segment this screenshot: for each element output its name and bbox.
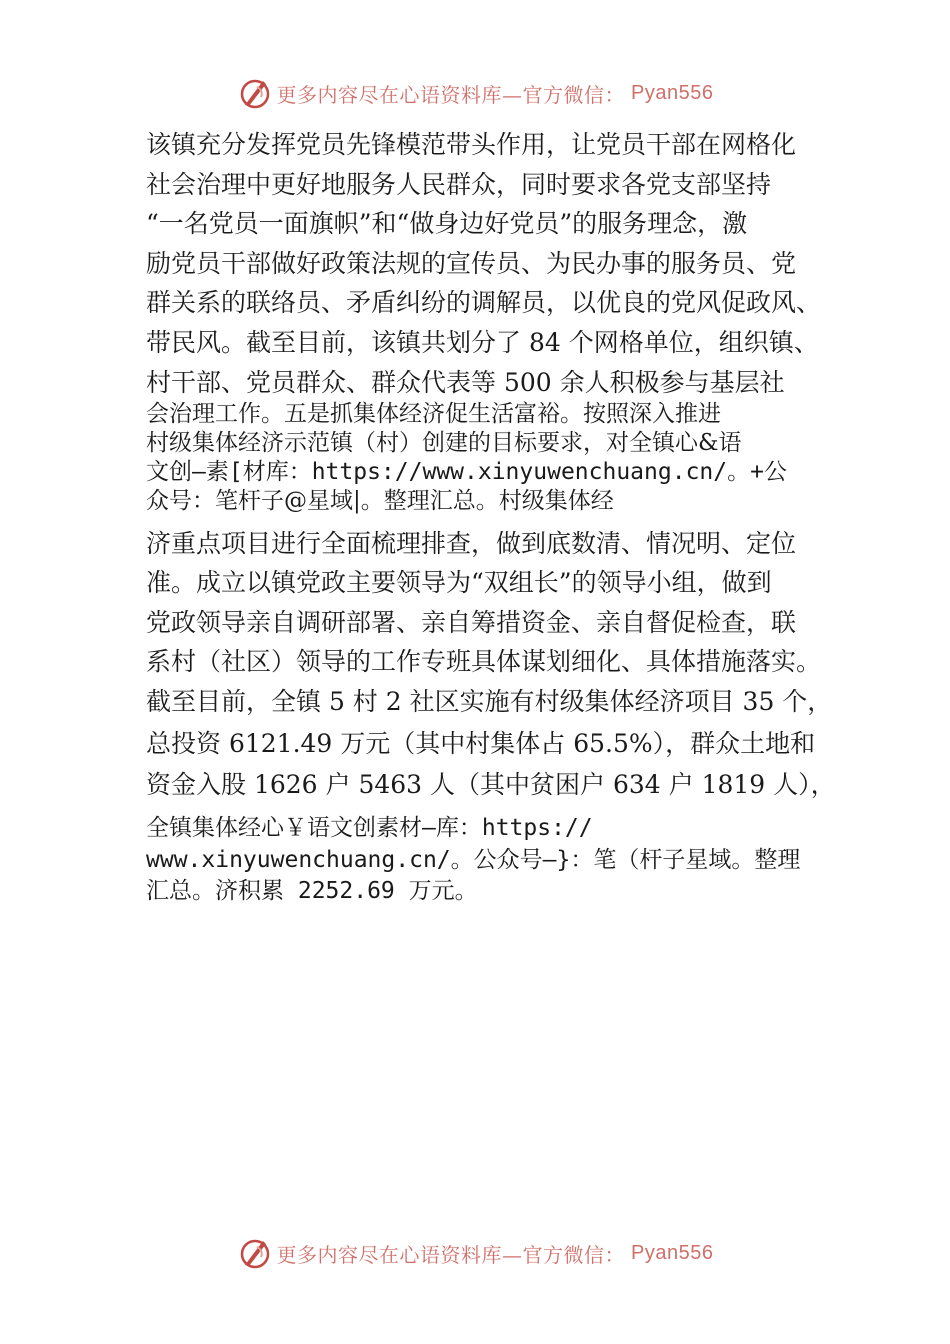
text-line: 文创—素[材库：https://www.xinyuwenchuang.cn/。+公 <box>146 459 787 485</box>
text-line: 众号：笔杆子@星域|。整理汇总。村级集体经 <box>146 488 614 514</box>
text-line: “一名党员一面旗帜”和“做身边好党员”的服务理念，激 <box>146 209 748 238</box>
text-line: 励党员干部做好政策法规的宣传员、为民办事的服务员、党 <box>146 249 797 278</box>
quill-seal-logo-icon <box>237 75 273 111</box>
text-line: 该镇充分发挥党员先锋模范带头作用，让党员干部在网格化 <box>146 130 797 159</box>
banner-text: 更多内容尽在心语资料库—官方微信： <box>276 82 626 107</box>
text-line: www.xinyuwenchuang.cn/。公众号—}：笔（杆子星域。整理 <box>146 847 801 873</box>
banner-text: 更多内容尽在心语资料库—官方微信： <box>276 1242 626 1267</box>
text-line: 汇总。济积累 2252.69 万元。 <box>146 878 478 904</box>
text-line: 资金入股 1626 户 5463 人（其中贫困户 634 户 1819 人）， <box>146 770 836 799</box>
text-line: 村级集体经济示范镇（村）创建的目标要求，对全镇心&语 <box>146 430 742 456</box>
quill-seal-logo-icon <box>237 1235 273 1271</box>
text-line: 群关系的联络员、矛盾纠纷的调解员，以优良的党风促政风、 <box>146 288 822 317</box>
footer-banner <box>0 1233 950 1273</box>
text-line: 系村（社区）领导的工作专班具体谋划细化、具体措施落实。 <box>146 647 822 676</box>
banner-wechat-id: Pyan556 <box>631 81 714 104</box>
text-line: 带民风。截至目前，该镇共划分了 84 个网格单位，组织镇、 <box>146 328 819 357</box>
text-line: 村干部、党员群众、群众代表等 500 余人积极参与基层社 <box>146 368 785 397</box>
text-line: 准。成立以镇党政主要领导为“双组长”的领导小组，做到 <box>146 568 772 597</box>
text-line: 总投资 6121.49 万元（其中村集体占 65.5%），群众土地和 <box>146 729 816 758</box>
banner-wechat-id: Pyan556 <box>631 1241 714 1264</box>
text-line: 截至目前，全镇 5 村 2 社区实施有村级集体经济项目 35 个， <box>146 687 833 716</box>
text-line: 党政领导亲自调研部署、亲自筹措资金、亲自督促检查，联 <box>146 608 797 637</box>
text-line: 济重点项目进行全面梳理排查，做到底数清、情况明、定位 <box>146 529 797 558</box>
text-line: 会治理工作。五是抓集体经济促生活富裕。按照深入推进 <box>146 401 721 427</box>
text-line: 社会治理中更好地服务人民群众，同时要求各党支部坚持 <box>146 170 772 199</box>
text-line: 全镇集体经心￥语文创素材—库：https:// <box>146 815 593 841</box>
header-banner <box>0 73 950 113</box>
